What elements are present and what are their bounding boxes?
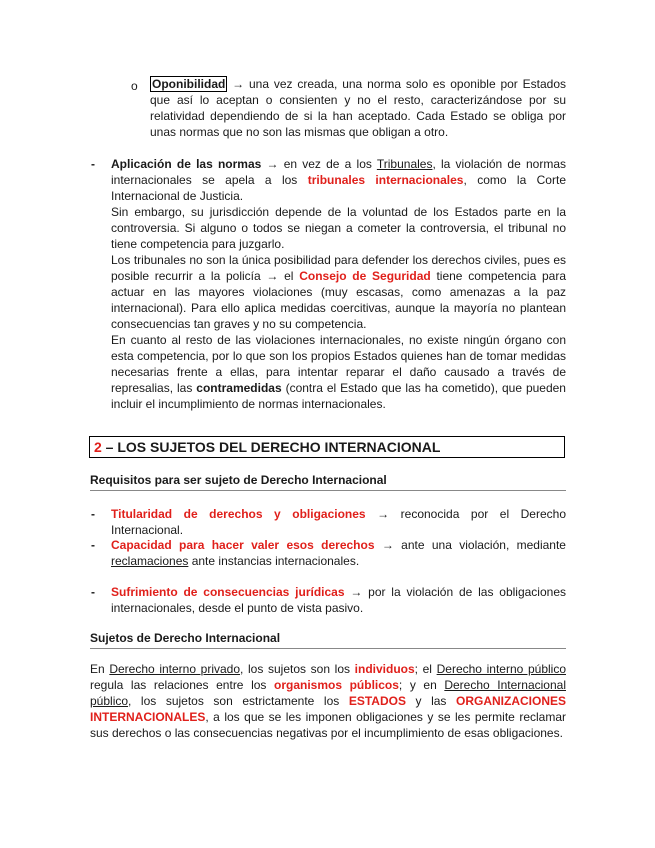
organizaciones-internacionales: ORGANIZACIONES INTERNACIONALES [90, 694, 566, 724]
section-2-number: 2 [94, 439, 102, 455]
requisitos-heading: Requisitos para ser sujeto de Derecho Internacional [90, 472, 566, 491]
consejo-seguridad: Consejo de Seguridad [299, 269, 431, 283]
aplicacion-p4 [111, 332, 566, 412]
individuos: individuos [354, 662, 415, 676]
sujetos-text-7: y las [405, 694, 456, 708]
tribunales-link: Tribunales [376, 157, 433, 171]
requisito-2-text-b: ante instancias internacionales. [188, 554, 360, 568]
derecho-interno-privado: Derecho interno privado [109, 662, 241, 676]
oponibilidad-paragraph [150, 76, 566, 140]
sujetos-text-2: , los sujetos son los [240, 662, 355, 676]
sujetos-text-3: ; el [414, 662, 437, 676]
aplicacion-section [111, 156, 566, 412]
requisito-3-text: → por la violación de las obligaciones internacionales, desde el punto de vista pasivo. [111, 585, 566, 615]
aplicacion-p2: Sin embargo, su jurisdicción depende de la voluntad de los Estados parte en la controversia. Si alguno o todos se niegan a cometer la controversia, el tribunal no tiene competencia para juzgarlo. [111, 205, 566, 251]
tribunales-internacionales: tribunales internacionales [307, 173, 464, 187]
aplicacion-p3-text-a: Los tribunales no son la única posibilidad para defender los derechos civiles, pues es posible recurrir a la policía → el [111, 253, 566, 283]
requisito-3-title: Sufrimiento de consecuencias jurídicas [111, 585, 345, 599]
aplicacion-dash: - [91, 157, 95, 171]
requisito-1-title: Titularidad de derechos y obligaciones [111, 507, 366, 521]
sujetos-heading: Sujetos de Derecho Internacional [90, 630, 566, 649]
requisito-2 [111, 537, 566, 569]
requisito-1-text: → reconocida por el Derecho Internacional. [111, 507, 566, 537]
oponibilidad-text: → una vez creada, una norma solo es oponible por Estados que así lo aceptan o consienten y no el resto, caracterizándose por su relatividad dependiendo de si la han aceptado. Cada Estado se obliga por unas normas que no son las mismas que obligan a otro. [150, 77, 566, 139]
requisito-1 [111, 506, 566, 538]
aplicacion-p3-text-b: tiene competencia para actuar en las mayores violaciones (muy escasas, como amenazas a la paz internacional). Para ello aplica medidas coercitivas, aunque la mayoría no plantean consecuencias tan graves y no su competencia. [111, 269, 567, 331]
sujetos-text-5: ; y en [398, 678, 445, 692]
organismos-publicos: organismos públicos [273, 678, 399, 692]
sujetos-text-6: , los sujetos son estrictamente los [128, 694, 349, 708]
requisito-2-title: Capacidad para hacer valer esos derechos [111, 538, 375, 552]
contramedidas: contramedidas [196, 381, 282, 395]
requisito-2-dash: - [91, 538, 95, 552]
section-2-title: – LOS SUJETOS DEL DERECHO INTERNACIONAL [101, 439, 441, 455]
derecho-internacional-publico: Derecho Internacional público [90, 678, 566, 708]
section-2-heading [89, 436, 565, 458]
reclamaciones: reclamaciones [111, 554, 189, 568]
oponibilidad-term: Oponibilidad [152, 77, 226, 91]
derecho-interno-publico: Derecho interno público [436, 662, 566, 676]
sujetos-text-1: En [90, 662, 110, 676]
aplicacion-p1-text-a: → en vez de a los [261, 157, 377, 171]
sujetos-text-4: regula las relaciones entre los [90, 678, 274, 692]
aplicacion-title: Aplicación de las normas [111, 157, 262, 171]
aplicacion-p1-text-c: , como la Corte Internacional de Justicia. [111, 173, 566, 203]
requisito-2-text-a: → ante una violación, mediante [374, 538, 566, 552]
aplicacion-p1-text-b: , la violación de normas internacionales se apela a los [111, 157, 566, 187]
sub-bullet-marker: o [131, 79, 138, 93]
requisito-3-dash: - [91, 585, 95, 599]
sujetos-paragraph [90, 661, 566, 741]
requisito-3 [111, 584, 566, 616]
aplicacion-p4-text-a: En cuanto al resto de las violaciones internacionales, no existe ningún órgano con esta competencia, por lo que son los propios Estados quienes han de tomar medidas necesarias frente a ellas, para intentar reparar el daño causado a través de represalias, las [111, 333, 566, 395]
estados: ESTADOS [348, 694, 406, 708]
requisito-1-dash: - [91, 507, 95, 521]
aplicacion-p1 [111, 156, 566, 204]
aplicacion-p3 [111, 252, 566, 332]
aplicacion-p4-text-b: (contra el Estado que las ha cometido), que pueden incluir el incumplimiento de normas internacionales. [111, 381, 566, 411]
sujetos-text-8: , a los que se les imponen obligaciones y se les permite reclamar sus derechos o las consecuencias negativas por el incumplimiento de esas obligaciones. [90, 710, 566, 740]
